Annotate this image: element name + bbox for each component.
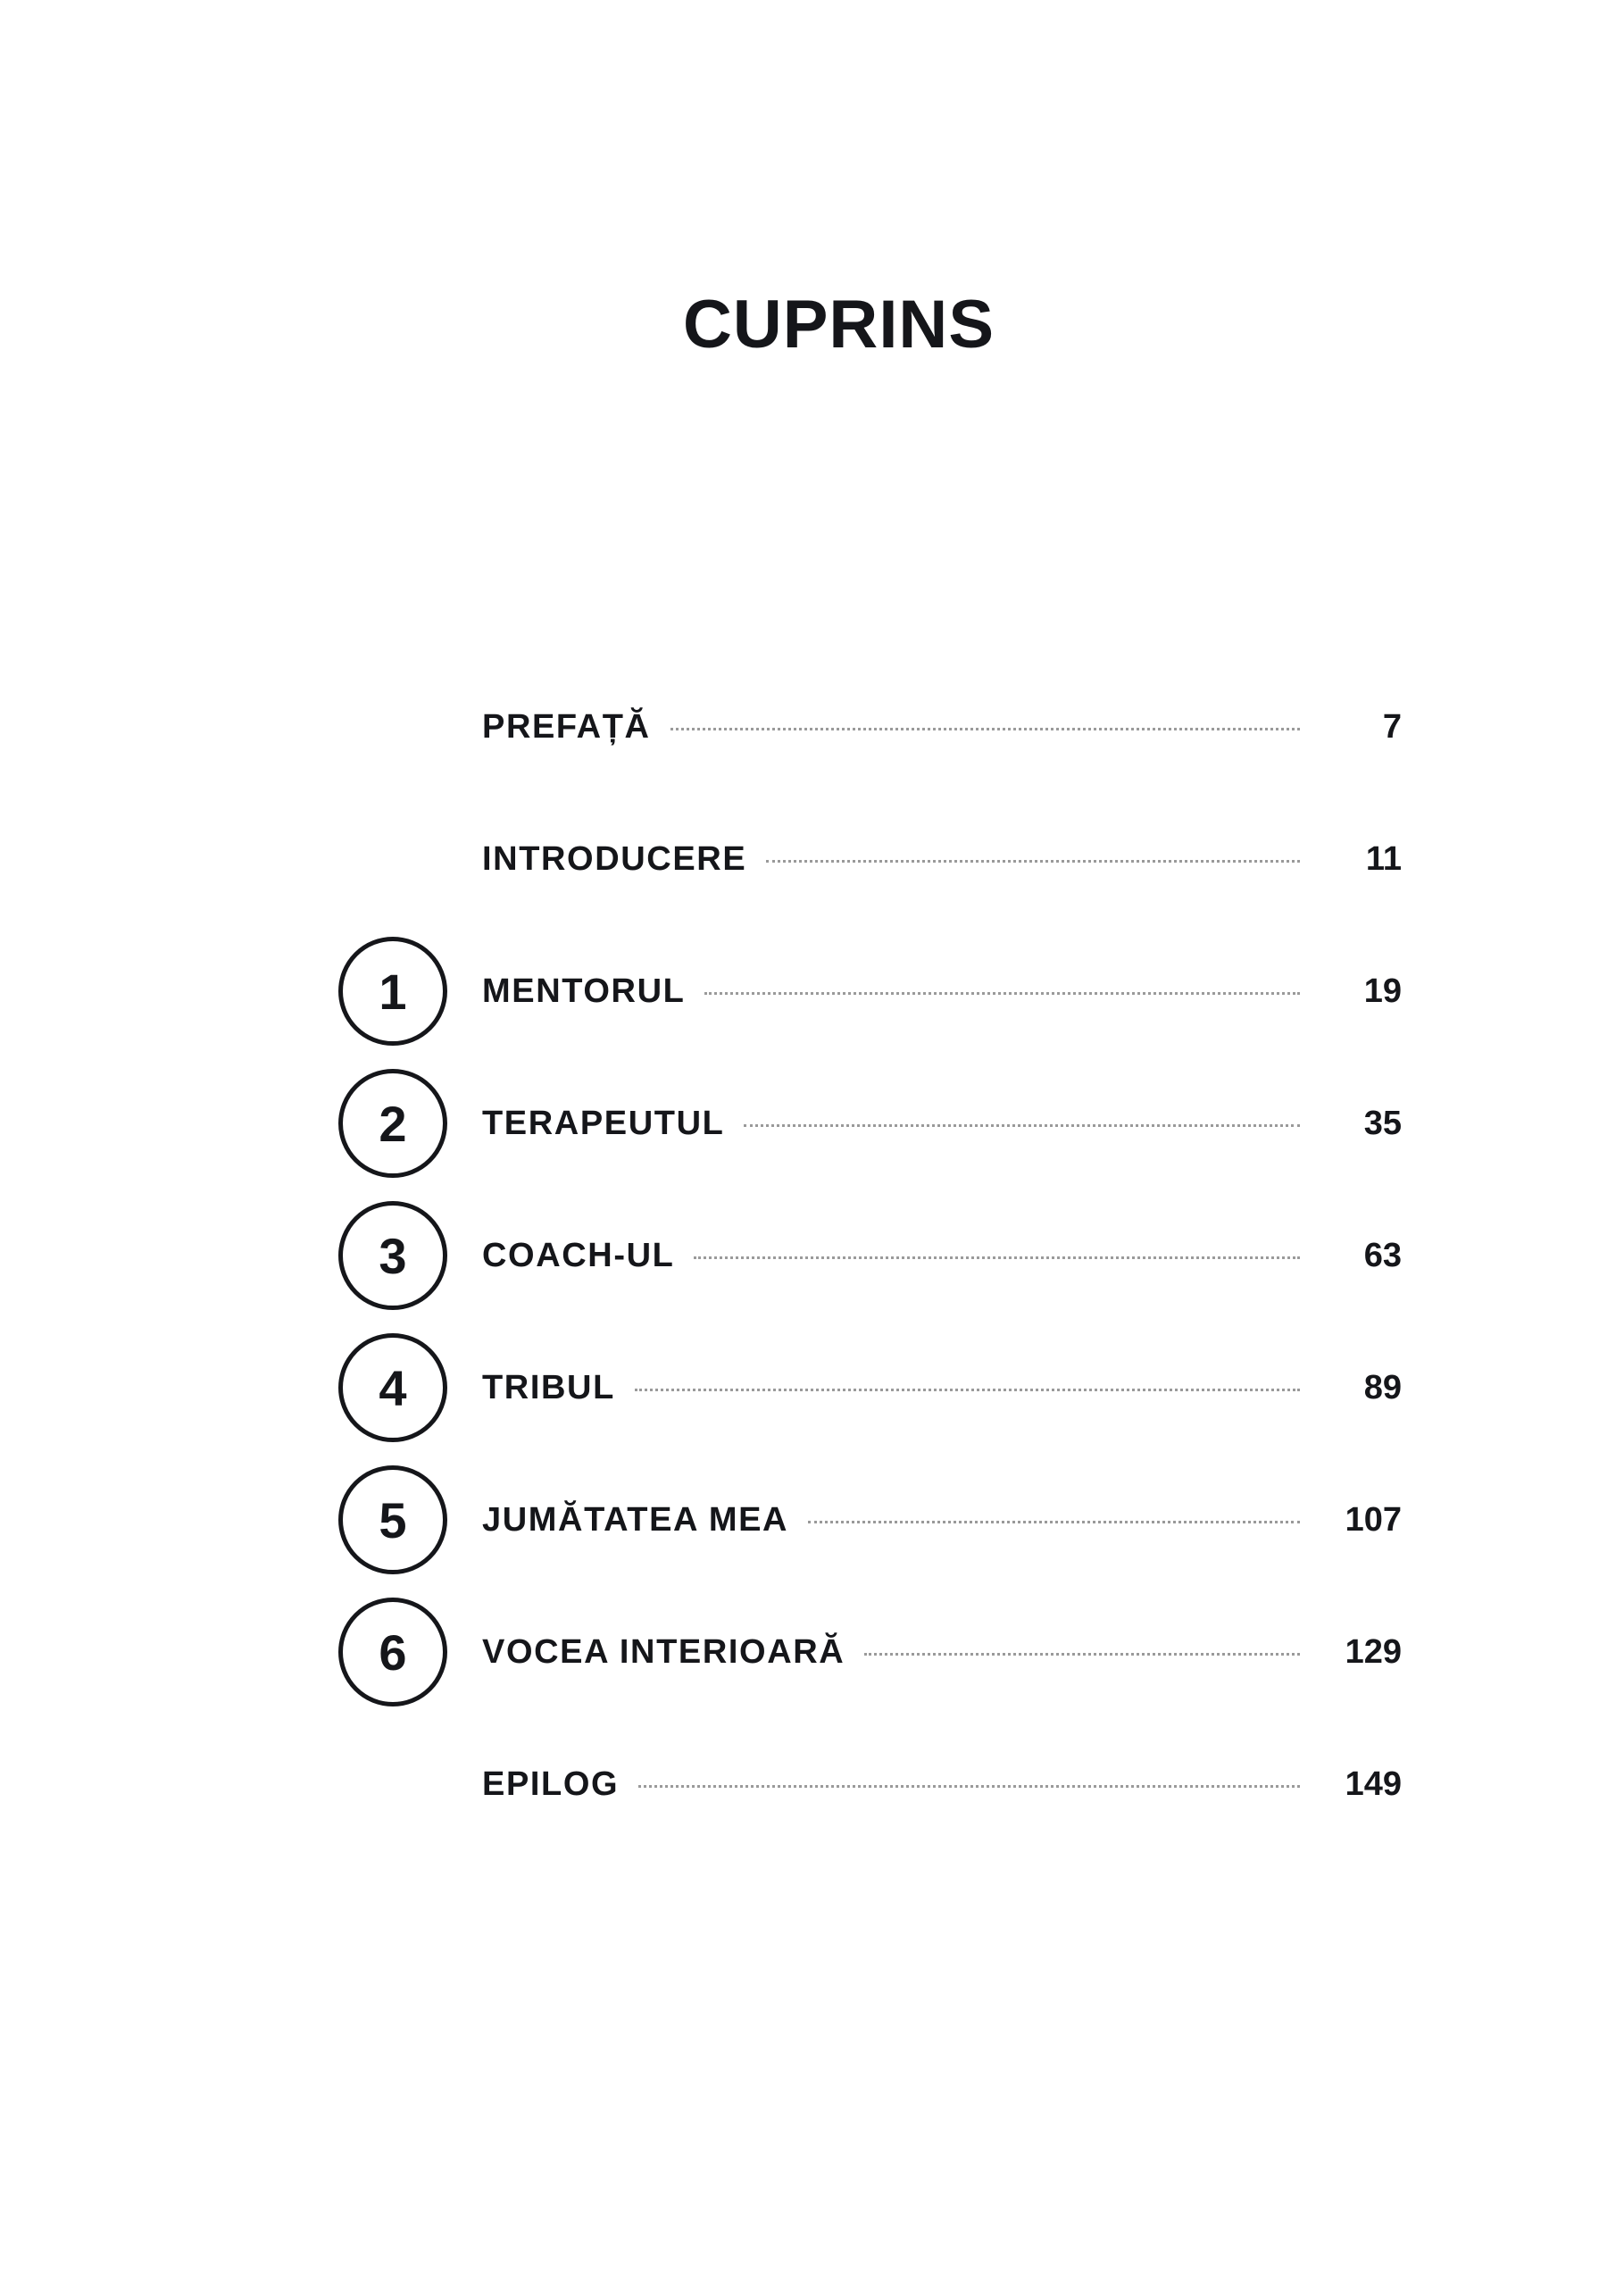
leader-dots [766, 859, 1300, 863]
toc-entry[interactable] [304, 925, 1402, 1057]
leader-dots [670, 727, 1300, 730]
page-title: CUPRINS [682, 287, 995, 363]
toc-entry-body[interactable] [482, 708, 1402, 747]
toc-entry-label: TRIBUL [482, 1368, 615, 1406]
toc-entry-label: EPILOG [482, 1765, 620, 1803]
toc-entry-label: VOCEA INTERIOARĂ [482, 1632, 845, 1671]
toc-entry[interactable] [304, 1057, 1402, 1189]
toc-entry-page: 11 [1365, 839, 1402, 878]
toc-entry[interactable] [304, 1322, 1402, 1454]
toc-entry-label: JUMĂTATEA MEA [482, 1500, 789, 1539]
toc-entry-page: 63 [1363, 1236, 1402, 1274]
chapter-number-slot [304, 937, 482, 1046]
toc-entry-body[interactable] [482, 1765, 1402, 1804]
chapter-number-badge: 4 [338, 1333, 447, 1442]
chapter-number-badge: 1 [338, 937, 447, 1046]
toc-entry-label: PREFAȚĂ [482, 707, 651, 746]
leader-dots [635, 1388, 1300, 1391]
toc-entry-page: 19 [1363, 972, 1402, 1010]
chapter-number-slot [304, 1598, 482, 1706]
toc-entry[interactable] [304, 1189, 1402, 1322]
leader-dots [638, 1784, 1300, 1788]
table-of-contents [304, 661, 1402, 1850]
toc-entry[interactable] [304, 1454, 1402, 1586]
toc-entry-page: 7 [1382, 707, 1402, 746]
toc-entry-page: 89 [1363, 1368, 1402, 1406]
toc-entry[interactable] [304, 793, 1402, 925]
toc-entry-body[interactable] [482, 840, 1402, 879]
toc-entry-body[interactable] [482, 972, 1402, 1011]
toc-entry-label: TERAPEUTUL [482, 1104, 725, 1142]
chapter-number-slot [304, 1069, 482, 1178]
leader-dots [864, 1652, 1300, 1656]
toc-entry-page: 149 [1345, 1765, 1402, 1803]
toc-entry-label: MENTORUL [482, 972, 686, 1010]
toc-entry[interactable] [304, 1718, 1402, 1850]
toc-entry-body[interactable] [482, 1633, 1402, 1672]
toc-entry-label: COACH-UL [482, 1236, 675, 1274]
leader-dots [744, 1123, 1300, 1127]
toc-entry-body[interactable] [482, 1369, 1402, 1407]
toc-entry-page: 107 [1345, 1500, 1402, 1539]
toc-entry-label: INTRODUCERE [482, 839, 747, 878]
leader-dots [694, 1256, 1300, 1259]
chapter-number-slot [304, 1465, 482, 1574]
chapter-number-slot [304, 1333, 482, 1442]
chapter-number-slot [304, 1201, 482, 1310]
toc-entry-page: 35 [1363, 1104, 1402, 1142]
toc-entry[interactable] [304, 1586, 1402, 1718]
toc-entry-body[interactable] [482, 1501, 1402, 1540]
chapter-number-badge: 2 [338, 1069, 447, 1178]
chapter-number-badge: 5 [338, 1465, 447, 1574]
chapter-number-badge: 3 [338, 1201, 447, 1310]
toc-entry-body[interactable] [482, 1237, 1402, 1275]
toc-entry[interactable] [304, 661, 1402, 793]
chapter-number-badge: 6 [338, 1598, 447, 1706]
leader-dots [808, 1520, 1300, 1523]
toc-entry-body[interactable] [482, 1105, 1402, 1143]
toc-entry-page: 129 [1345, 1632, 1402, 1671]
leader-dots [704, 991, 1300, 995]
